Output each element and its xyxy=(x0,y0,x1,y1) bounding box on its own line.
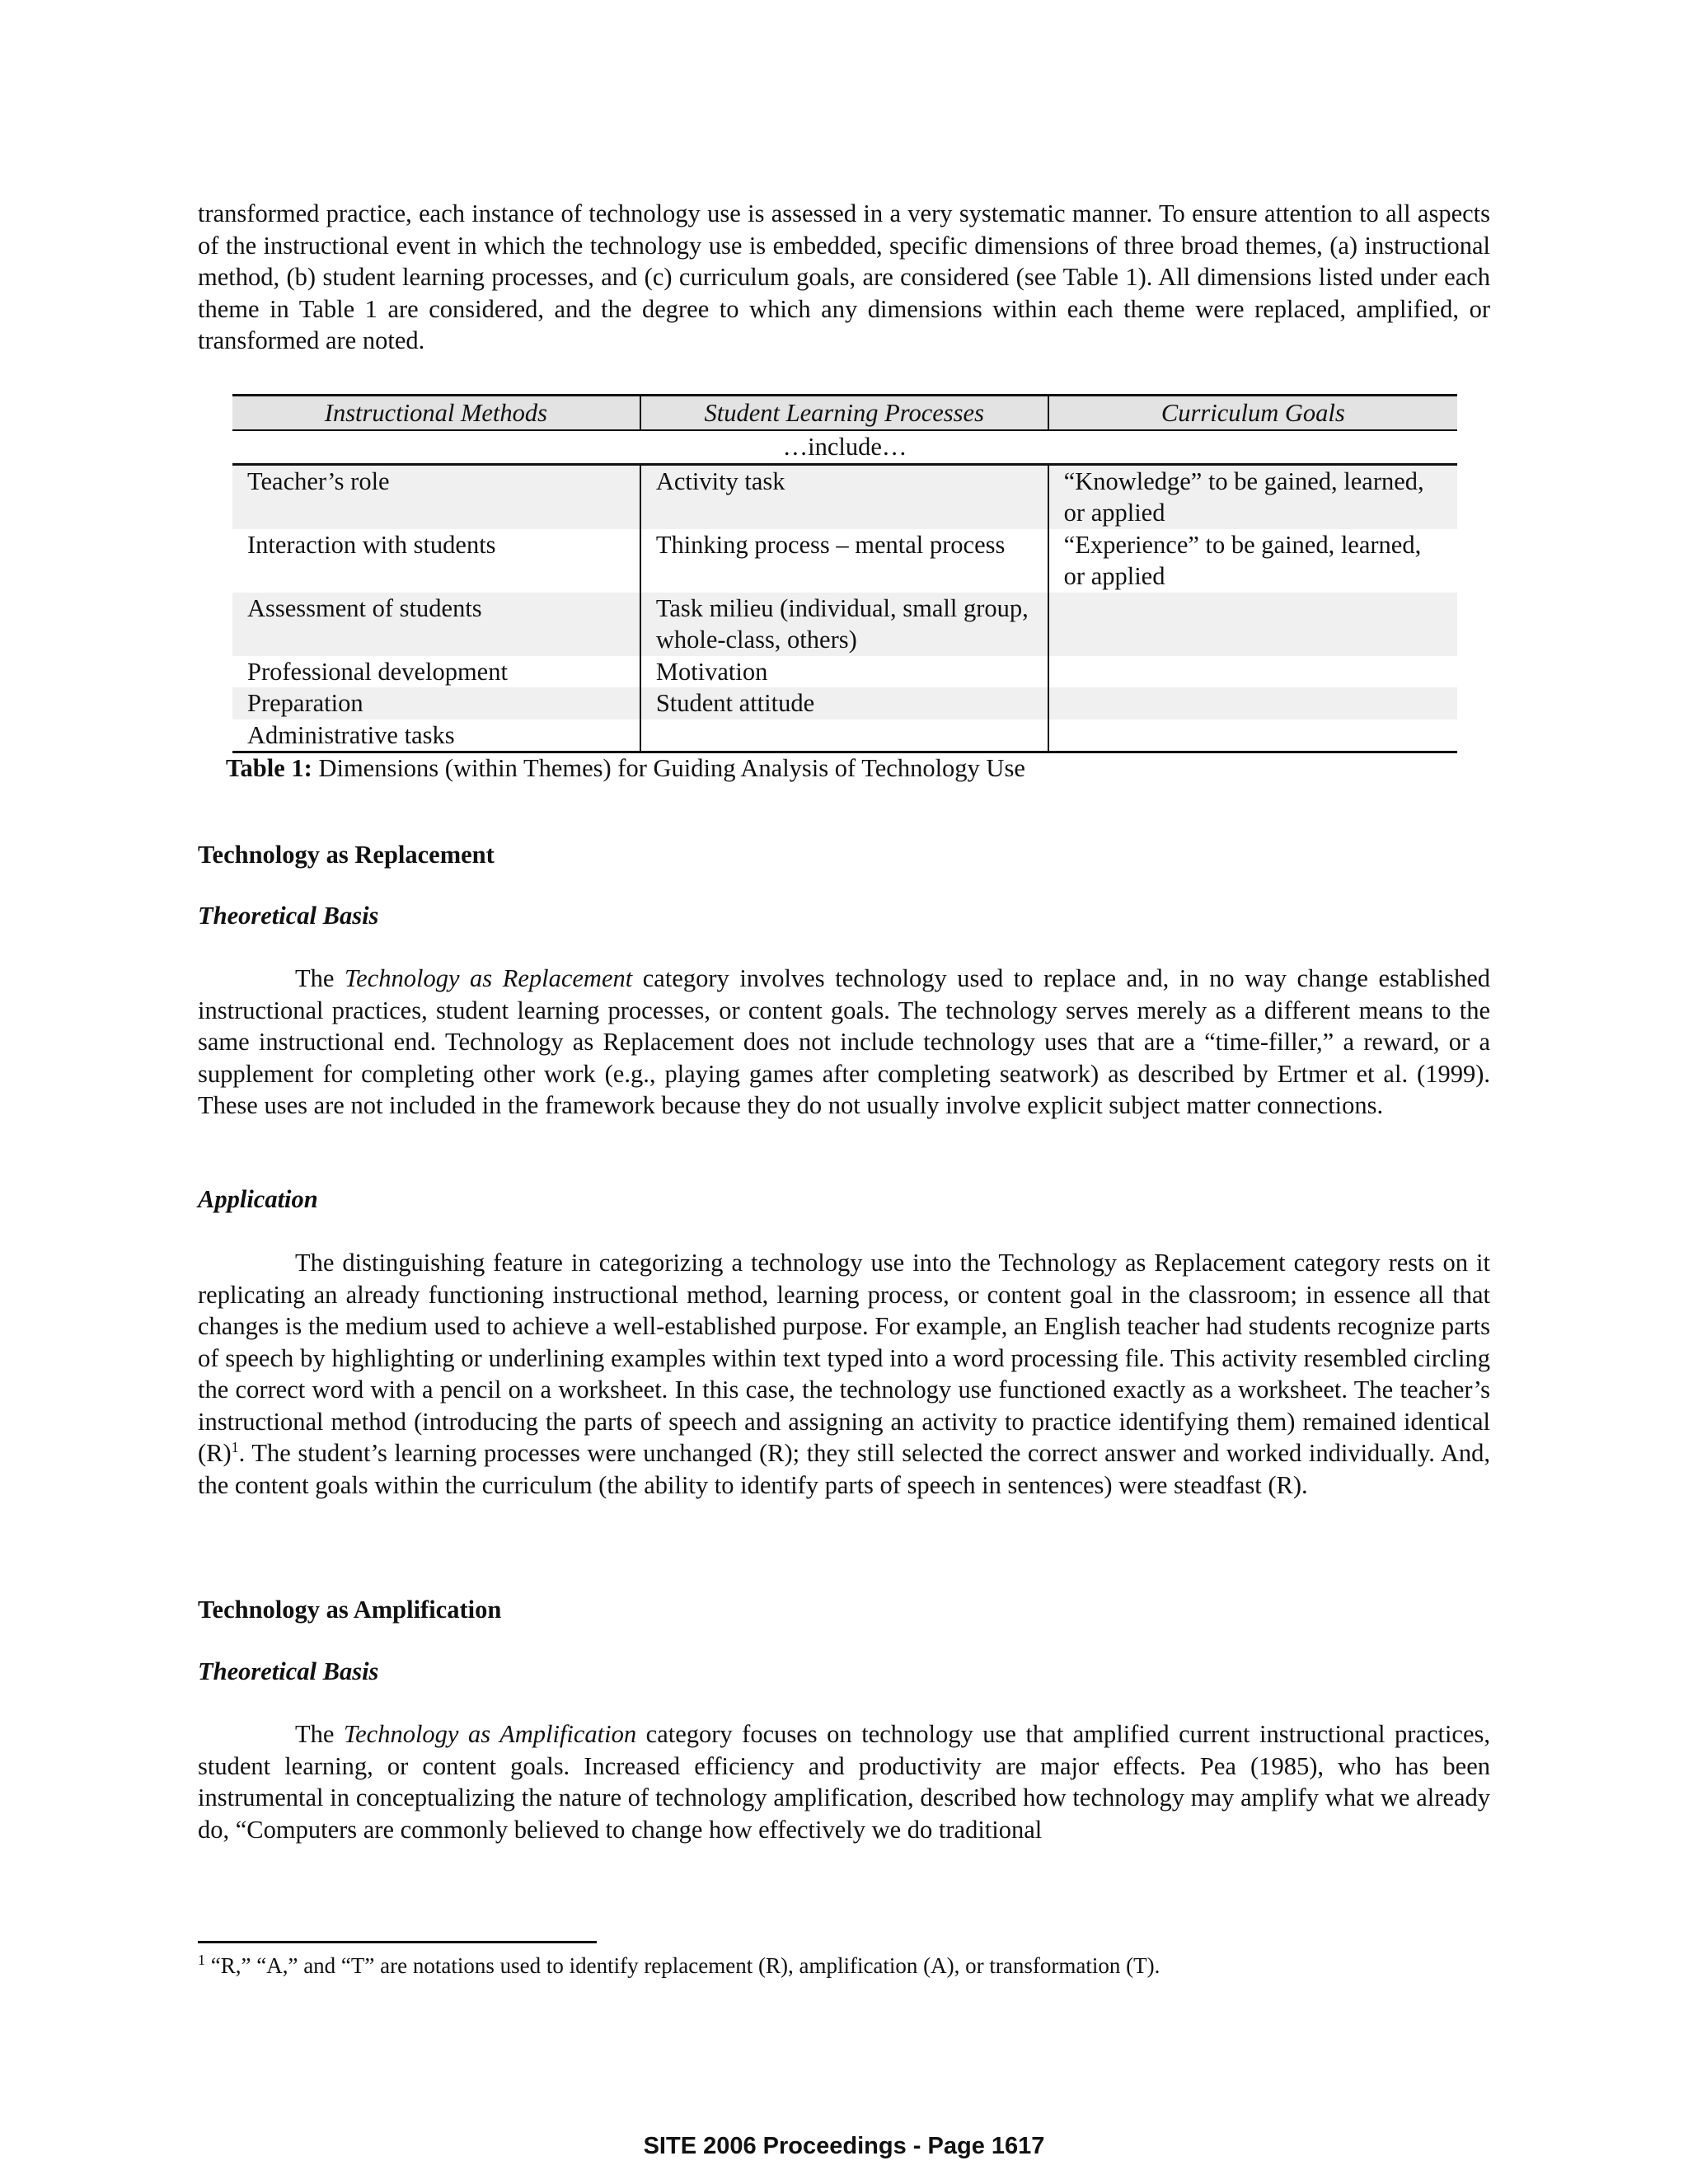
amplification-theory-text: category focuses on technology use that amplified current instructional practices, student learning, or content goals. Increased efficiency and productivity are major effects. Pea (1985), who has been instrumental in conceptualizing the nature of technology amplification, described how technology may amplify what we already do, “Computers are commonly believed to change how effectively we do traditional xyxy=(198,1720,1490,1844)
table-cell: Thinking process – mental process xyxy=(640,529,1048,593)
header-student-learning-processes: Student Learning Processes xyxy=(640,396,1048,431)
application-block xyxy=(198,1247,1490,1501)
footnote-text: “R,” “A,” and “T” are notations used to identify replacement (R), amplification (A), or transformation (T). xyxy=(205,1953,1160,1978)
page-footer: SITE 2006 Proceedings - Page 1617 xyxy=(643,2133,1045,2159)
table-cell: “Experience” to be gained, learned, or applied xyxy=(1048,529,1457,593)
amplification-theory-lead: The xyxy=(295,1720,344,1748)
application-paragraph xyxy=(198,1247,1490,1501)
table-row xyxy=(232,656,1457,688)
table-cell xyxy=(1048,593,1457,656)
section-heading-amplification: Technology as Amplification xyxy=(198,1596,502,1624)
replacement-theory-paragraph xyxy=(198,963,1490,1122)
table-cell: Preparation xyxy=(232,687,640,719)
amplification-theory-paragraph xyxy=(198,1718,1490,1845)
amplification-theory-block xyxy=(198,1718,1490,1845)
replacement-theory-text: category involves technology used to replace and, in no way change established instructional practices, student learning processes, or content goals. The technology serves merely as a different means to the same instructional end. Technology as Replacement does not include technology uses that are a “time-filler,” a reward, or a supplement for completing other work (e.g., playing games after completing seatwork) as described by Ertmer et al. (1999). These uses are not included in the framework because they do not usually involve explicit subject matter connections. xyxy=(198,964,1490,1119)
table-cell: Student attitude xyxy=(640,687,1048,719)
subheading-theoretical-basis-amplification: Theoretical Basis xyxy=(198,1657,379,1685)
application-text-b: . The student’s learning processes were unchanged (R); they still selected the correct answer and worked individually. And, the content goals within the curriculum (the ability to identify parts of speech in sentences) were steadfast (R). xyxy=(198,1439,1490,1499)
replacement-theory-lead: The xyxy=(295,964,345,992)
table-caption-label: Table 1: xyxy=(226,754,312,782)
table-cell: Teacher’s role xyxy=(232,464,640,529)
header-instructional-methods: Instructional Methods xyxy=(232,396,640,431)
table-cell xyxy=(1048,687,1457,719)
footnote-reference: 1 xyxy=(231,1438,239,1455)
table-row xyxy=(232,529,1457,593)
header-curriculum-goals: Curriculum Goals xyxy=(1048,396,1457,431)
table-caption xyxy=(226,754,1025,783)
table-row xyxy=(232,464,1457,529)
amplification-theory-term: Technology as Amplification xyxy=(343,1720,637,1748)
table-header-row xyxy=(232,396,1457,431)
footnote-divider xyxy=(198,1941,597,1943)
footnote xyxy=(198,1952,1160,1980)
table-cell xyxy=(1048,719,1457,752)
application-text-a: The distinguishing feature in categorizing a technology use into the Technology as Replacement category rests on it replicating an already functioning instructional method, learning process, or content goal in the classroom; in essence all that changes is the medium used to achieve a well-established purpose. For example, an English teacher had students recognize parts of speech by highlighting or underlining examples within text typed into a word processing file. This activity resembled circling the correct word with a pencil on a worksheet. In this case, the technology use functioned exactly as a worksheet. The teacher’s instructional method (introducing the parts of speech and assigning an activity to practice identifying them) remained identical (R) xyxy=(198,1249,1490,1467)
table-cell: Interaction with students xyxy=(247,530,496,559)
table-cell: Task milieu (individual, small group, whole-class, others) xyxy=(640,593,1048,656)
table-caption-text: Dimensions (within Themes) for Guiding Analysis of Technology Use xyxy=(312,754,1025,782)
table-cell xyxy=(640,719,1048,752)
table-cell xyxy=(1048,656,1457,688)
dimensions-table xyxy=(232,394,1457,753)
table-cell: Professional development xyxy=(247,657,508,686)
subheading-theoretical-basis-replacement: Theoretical Basis xyxy=(198,902,379,930)
table-cell: Administrative tasks xyxy=(232,719,640,752)
table-row xyxy=(232,593,1457,656)
include-label: …include… xyxy=(232,430,1457,464)
table-row xyxy=(232,719,1457,752)
dimensions-table-grid xyxy=(232,394,1457,753)
table-row xyxy=(232,687,1457,719)
footnote-mark: 1 xyxy=(198,1952,205,1968)
section-heading-replacement: Technology as Replacement xyxy=(198,841,495,869)
table-cell: Activity task xyxy=(640,464,1048,529)
intro-paragraph: transformed practice, each instance of technology use is assessed in a very systematic manner. To ensure attention to all aspects of the instructional event in which the technology use is embedded, specific dimensions of three broad themes, (a) instructional method, (b) student learning processes, and (c) curriculum goals, are considered (see Table 1). All dimensions listed under each theme in Table 1 are considered, and the degree to which any dimensions within each theme were replaced, amplified, or transformed are noted. xyxy=(198,199,1490,354)
subheading-application: Application xyxy=(198,1185,318,1213)
table-cell: Assessment of students xyxy=(232,593,640,656)
intro-paragraph-block xyxy=(198,198,1490,357)
table-cell: “Knowledge” to be gained, learned, or applied xyxy=(1048,464,1457,529)
replacement-theory-term: Technology as Replacement xyxy=(344,964,633,992)
include-row xyxy=(232,430,1457,464)
replacement-theory-block xyxy=(198,963,1490,1122)
table-cell: Motivation xyxy=(640,656,1048,688)
